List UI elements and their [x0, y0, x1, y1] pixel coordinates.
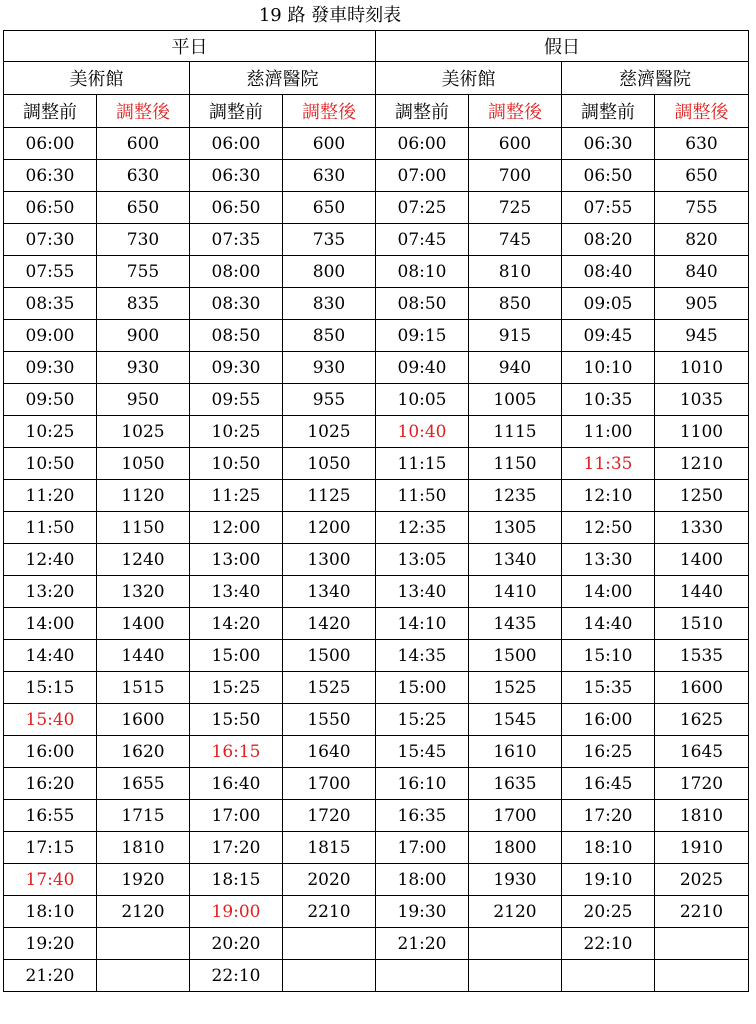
- table-cell: 08:10: [376, 256, 469, 288]
- table-cell: 14:40: [4, 640, 97, 672]
- table-cell: 07:00: [376, 160, 469, 192]
- table-cell: [469, 928, 562, 960]
- table-cell: 16:20: [4, 768, 97, 800]
- table-cell: 1440: [655, 576, 749, 608]
- table-cell: 15:45: [376, 736, 469, 768]
- table-cell: 13:30: [562, 544, 655, 576]
- subheader-after: 調整後: [97, 95, 190, 128]
- table-cell: 1720: [655, 768, 749, 800]
- table-cell: 11:50: [376, 480, 469, 512]
- subheader-before: 調整前: [376, 95, 469, 128]
- table-row: [4, 832, 749, 864]
- table-row: [4, 224, 749, 256]
- table-cell: 17:40: [4, 864, 97, 896]
- table-cell: 1100: [655, 416, 749, 448]
- table-cell: 700: [469, 160, 562, 192]
- table-cell: 905: [655, 288, 749, 320]
- table-cell: 08:20: [562, 224, 655, 256]
- table-cell: 08:30: [190, 288, 283, 320]
- table-cell: 1720: [283, 800, 376, 832]
- table-row: [4, 320, 749, 352]
- table-cell: 1025: [283, 416, 376, 448]
- table-cell: 1500: [469, 640, 562, 672]
- table-row: [4, 960, 749, 992]
- table-cell: 1610: [469, 736, 562, 768]
- table-row: [4, 576, 749, 608]
- table-cell: 1640: [283, 736, 376, 768]
- table-cell: 11:50: [4, 512, 97, 544]
- table-cell: 755: [655, 192, 749, 224]
- subheader-row: [4, 95, 749, 128]
- table-cell: 12:00: [190, 512, 283, 544]
- table-cell: 19:10: [562, 864, 655, 896]
- table-cell: [562, 960, 655, 992]
- table-cell: 18:15: [190, 864, 283, 896]
- table-cell: 840: [655, 256, 749, 288]
- table-cell: 650: [97, 192, 190, 224]
- table-cell: 21:20: [4, 960, 97, 992]
- table-cell: 15:40: [4, 704, 97, 736]
- table-cell: 730: [97, 224, 190, 256]
- table-cell: 16:15: [190, 736, 283, 768]
- table-cell: 11:20: [4, 480, 97, 512]
- table-cell: 12:50: [562, 512, 655, 544]
- table-cell: 10:05: [376, 384, 469, 416]
- table-cell: 08:50: [376, 288, 469, 320]
- table-cell: 1410: [469, 576, 562, 608]
- table-row: [4, 736, 749, 768]
- table-cell: 11:25: [190, 480, 283, 512]
- stop-header-holiday-museum: 美術館: [376, 62, 562, 95]
- table-cell: 955: [283, 384, 376, 416]
- table-cell: 16:25: [562, 736, 655, 768]
- table-cell: 15:15: [4, 672, 97, 704]
- table-cell: 09:30: [4, 352, 97, 384]
- table-cell: 13:40: [190, 576, 283, 608]
- stop-header-holiday-hospital: 慈濟醫院: [562, 62, 749, 95]
- table-cell: 1655: [97, 768, 190, 800]
- table-cell: 10:10: [562, 352, 655, 384]
- subheader-after: 調整後: [655, 95, 749, 128]
- table-cell: 16:00: [4, 736, 97, 768]
- table-cell: 09:05: [562, 288, 655, 320]
- table-cell: 17:20: [562, 800, 655, 832]
- table-cell: 14:40: [562, 608, 655, 640]
- table-cell: 07:55: [562, 192, 655, 224]
- table-cell: 13:20: [4, 576, 97, 608]
- table-cell: 1250: [655, 480, 749, 512]
- table-cell: 06:00: [190, 128, 283, 160]
- table-cell: 07:45: [376, 224, 469, 256]
- table-cell: 1525: [469, 672, 562, 704]
- table-cell: 06:50: [4, 192, 97, 224]
- table-cell: 10:40: [376, 416, 469, 448]
- table-cell: 22:10: [562, 928, 655, 960]
- table-cell: 16:10: [376, 768, 469, 800]
- table-cell: 16:40: [190, 768, 283, 800]
- table-cell: 19:30: [376, 896, 469, 928]
- table-cell: 950: [97, 384, 190, 416]
- table-cell: 850: [469, 288, 562, 320]
- table-cell: 1150: [469, 448, 562, 480]
- table-cell: 1050: [97, 448, 190, 480]
- table-cell: 09:30: [190, 352, 283, 384]
- table-cell: 1235: [469, 480, 562, 512]
- table-cell: 10:50: [4, 448, 97, 480]
- table-row: [4, 704, 749, 736]
- table-cell: 1500: [283, 640, 376, 672]
- table-cell: 1420: [283, 608, 376, 640]
- table-cell: 930: [283, 352, 376, 384]
- table-cell: 1550: [283, 704, 376, 736]
- table-cell: 07:25: [376, 192, 469, 224]
- table-cell: 15:00: [190, 640, 283, 672]
- table-row: [4, 608, 749, 640]
- table-cell: 18:00: [376, 864, 469, 896]
- table-cell: 1340: [469, 544, 562, 576]
- table-cell: 1525: [283, 672, 376, 704]
- table-cell: 21:20: [376, 928, 469, 960]
- table-cell: 1715: [97, 800, 190, 832]
- table-cell: 09:40: [376, 352, 469, 384]
- table-cell: [376, 960, 469, 992]
- table-cell: 13:05: [376, 544, 469, 576]
- table-cell: 14:00: [562, 576, 655, 608]
- table-cell: 1930: [469, 864, 562, 896]
- page-title: 19 路 發車時刻表: [258, 5, 402, 26]
- stop-header-weekday-hospital: 慈濟醫院: [190, 62, 376, 95]
- table-cell: 10:25: [4, 416, 97, 448]
- table-row: [4, 544, 749, 576]
- table-cell: 10:25: [190, 416, 283, 448]
- table-cell: 1010: [655, 352, 749, 384]
- table-cell: 12:10: [562, 480, 655, 512]
- table-cell: 1125: [283, 480, 376, 512]
- table-cell: 1800: [469, 832, 562, 864]
- table-cell: 1600: [655, 672, 749, 704]
- table-cell: 630: [97, 160, 190, 192]
- table-cell: 13:00: [190, 544, 283, 576]
- table-cell: 1035: [655, 384, 749, 416]
- table-cell: 1305: [469, 512, 562, 544]
- table-cell: 15:25: [190, 672, 283, 704]
- table-cell: 650: [655, 160, 749, 192]
- table-cell: 12:35: [376, 512, 469, 544]
- table-cell: 1115: [469, 416, 562, 448]
- table-cell: 1625: [655, 704, 749, 736]
- table-cell: 14:35: [376, 640, 469, 672]
- stop-header-weekday-museum: 美術館: [4, 62, 190, 95]
- table-row: [4, 672, 749, 704]
- table-cell: 1005: [469, 384, 562, 416]
- table-cell: 2025: [655, 864, 749, 896]
- table-cell: 09:55: [190, 384, 283, 416]
- table-cell: 14:00: [4, 608, 97, 640]
- table-cell: 810: [469, 256, 562, 288]
- table-cell: 1700: [283, 768, 376, 800]
- stop-header-row: [4, 62, 749, 95]
- table-cell: 06:30: [562, 128, 655, 160]
- table-cell: 2020: [283, 864, 376, 896]
- table-cell: 755: [97, 256, 190, 288]
- table-cell: 1600: [97, 704, 190, 736]
- table-cell: 1050: [283, 448, 376, 480]
- subheader-after: 調整後: [283, 95, 376, 128]
- table-cell: 630: [655, 128, 749, 160]
- table-cell: 830: [283, 288, 376, 320]
- table-cell: 725: [469, 192, 562, 224]
- table-cell: 15:50: [190, 704, 283, 736]
- period-holiday: 假日: [376, 31, 749, 62]
- table-cell: 735: [283, 224, 376, 256]
- table-row: [4, 128, 749, 160]
- table-cell: 940: [469, 352, 562, 384]
- table-cell: 06:00: [4, 128, 97, 160]
- table-cell: 1435: [469, 608, 562, 640]
- table-cell: 1510: [655, 608, 749, 640]
- subheader-before: 調整前: [4, 95, 97, 128]
- table-row: [4, 352, 749, 384]
- table-cell: 1400: [97, 608, 190, 640]
- table-cell: [655, 928, 749, 960]
- period-weekday: 平日: [4, 31, 376, 62]
- table-cell: 08:50: [190, 320, 283, 352]
- table-cell: 1340: [283, 576, 376, 608]
- table-cell: 16:00: [562, 704, 655, 736]
- table-cell: 09:15: [376, 320, 469, 352]
- table-cell: 1440: [97, 640, 190, 672]
- table-cell: 1545: [469, 704, 562, 736]
- table-cell: 1645: [655, 736, 749, 768]
- table-row: [4, 192, 749, 224]
- subheader-before: 調整前: [190, 95, 283, 128]
- table-cell: 1920: [97, 864, 190, 896]
- table-cell: 600: [97, 128, 190, 160]
- table-cell: 850: [283, 320, 376, 352]
- table-cell: [97, 928, 190, 960]
- table-cell: 17:15: [4, 832, 97, 864]
- table-cell: 800: [283, 256, 376, 288]
- table-cell: 12:40: [4, 544, 97, 576]
- table-cell: [283, 960, 376, 992]
- timetable: [3, 30, 749, 992]
- table-cell: 930: [97, 352, 190, 384]
- table-row: [4, 384, 749, 416]
- table-cell: 15:35: [562, 672, 655, 704]
- table-cell: 06:50: [190, 192, 283, 224]
- table-cell: 10:50: [190, 448, 283, 480]
- table-cell: 1200: [283, 512, 376, 544]
- table-cell: 10:35: [562, 384, 655, 416]
- table-cell: 900: [97, 320, 190, 352]
- table-cell: 1635: [469, 768, 562, 800]
- table-cell: 06:30: [4, 160, 97, 192]
- table-row: [4, 800, 749, 832]
- table-cell: 09:00: [4, 320, 97, 352]
- table-cell: 08:00: [190, 256, 283, 288]
- table-cell: 1330: [655, 512, 749, 544]
- table-cell: 1210: [655, 448, 749, 480]
- table-cell: [97, 960, 190, 992]
- table-cell: 15:00: [376, 672, 469, 704]
- table-row: [4, 928, 749, 960]
- table-cell: 945: [655, 320, 749, 352]
- table-cell: 1120: [97, 480, 190, 512]
- table-cell: 16:35: [376, 800, 469, 832]
- table-row: [4, 640, 749, 672]
- table-cell: 17:00: [190, 800, 283, 832]
- table-row: [4, 864, 749, 896]
- table-cell: 06:00: [376, 128, 469, 160]
- table-cell: 1240: [97, 544, 190, 576]
- table-cell: 1535: [655, 640, 749, 672]
- table-cell: 2210: [283, 896, 376, 928]
- table-row: [4, 480, 749, 512]
- table-cell: 11:15: [376, 448, 469, 480]
- table-cell: 915: [469, 320, 562, 352]
- table-cell: 16:45: [562, 768, 655, 800]
- table-cell: 08:40: [562, 256, 655, 288]
- table-row: [4, 896, 749, 928]
- subheader-after: 調整後: [469, 95, 562, 128]
- table-cell: 600: [469, 128, 562, 160]
- table-cell: 07:30: [4, 224, 97, 256]
- table-cell: 20:20: [190, 928, 283, 960]
- table-cell: [283, 928, 376, 960]
- table-cell: 16:55: [4, 800, 97, 832]
- table-row: [4, 448, 749, 480]
- table-cell: 2120: [97, 896, 190, 928]
- table-cell: 18:10: [4, 896, 97, 928]
- table-cell: [469, 960, 562, 992]
- table-cell: 745: [469, 224, 562, 256]
- table-cell: 1515: [97, 672, 190, 704]
- table-cell: [655, 960, 749, 992]
- table-cell: 22:10: [190, 960, 283, 992]
- table-row: [4, 512, 749, 544]
- table-cell: 1810: [97, 832, 190, 864]
- table-cell: 600: [283, 128, 376, 160]
- table-cell: 17:00: [376, 832, 469, 864]
- table-cell: 1400: [655, 544, 749, 576]
- table-cell: 09:50: [4, 384, 97, 416]
- table-cell: 07:55: [4, 256, 97, 288]
- table-cell: 13:40: [376, 576, 469, 608]
- table-cell: 07:35: [190, 224, 283, 256]
- table-row: [4, 160, 749, 192]
- table-row: [4, 288, 749, 320]
- table-cell: 1815: [283, 832, 376, 864]
- table-cell: 1810: [655, 800, 749, 832]
- table-cell: 1150: [97, 512, 190, 544]
- table-cell: 14:20: [190, 608, 283, 640]
- table-cell: 1300: [283, 544, 376, 576]
- table-cell: 15:10: [562, 640, 655, 672]
- table-cell: 1910: [655, 832, 749, 864]
- table-cell: 11:35: [562, 448, 655, 480]
- table-cell: 820: [655, 224, 749, 256]
- table-row: [4, 416, 749, 448]
- table-cell: 2210: [655, 896, 749, 928]
- table-cell: 15:25: [376, 704, 469, 736]
- table-row: [4, 256, 749, 288]
- table-cell: 20:25: [562, 896, 655, 928]
- table-cell: 2120: [469, 896, 562, 928]
- table-cell: 14:10: [376, 608, 469, 640]
- table-cell: 19:20: [4, 928, 97, 960]
- table-cell: 630: [283, 160, 376, 192]
- table-cell: 835: [97, 288, 190, 320]
- table-cell: 1025: [97, 416, 190, 448]
- subheader-before: 調整前: [562, 95, 655, 128]
- table-cell: 1700: [469, 800, 562, 832]
- table-row: [4, 768, 749, 800]
- table-cell: 11:00: [562, 416, 655, 448]
- table-cell: 06:30: [190, 160, 283, 192]
- table-cell: 08:35: [4, 288, 97, 320]
- table-cell: 18:10: [562, 832, 655, 864]
- table-cell: 17:20: [190, 832, 283, 864]
- table-cell: 06:50: [562, 160, 655, 192]
- table-cell: 19:00: [190, 896, 283, 928]
- table-cell: 650: [283, 192, 376, 224]
- period-header-row: [4, 31, 749, 62]
- table-cell: 1620: [97, 736, 190, 768]
- table-cell: 09:45: [562, 320, 655, 352]
- table-cell: 1320: [97, 576, 190, 608]
